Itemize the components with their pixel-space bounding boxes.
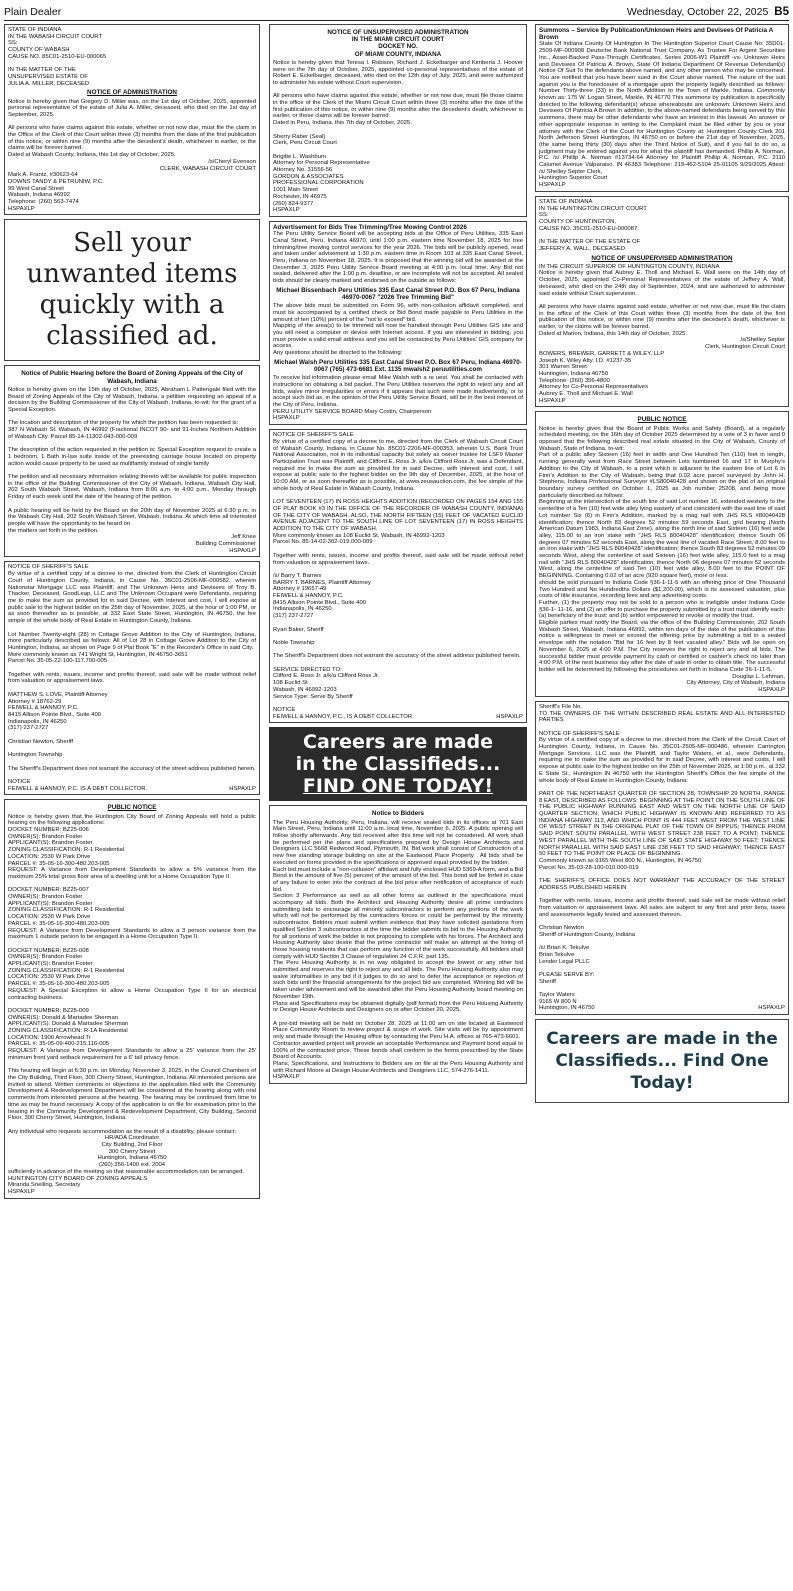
footer-left: Huntington, IN 46750	[539, 1005, 595, 1012]
masthead-right	[627, 6, 789, 18]
notice-title: PUBLIC NOTICE	[107, 804, 157, 812]
careers-line-3: FIND ONE TODAY!	[302, 775, 494, 798]
careers-line-2: in the Classifieds...	[295, 753, 501, 776]
notice-public-alley-vacation	[535, 411, 789, 696]
issue-date: Wednesday, October 22, 2025	[626, 6, 769, 18]
column-1	[4, 24, 260, 1586]
notice-file-number: Sheriff's File No.	[539, 703, 582, 710]
notice-body: Notice is hereby given that Gregory D. Miller was, on the 1st day of October, 2025, appointed personal representative of the estate of Julia A. Miller, deceased, who died on the 1st day of September, 2025. All persons who have claims against this estate, whether or not now due, must file the claim in the Office of the Clerk of this Court within three (3) months from the date of the first publication of this notice, or within nine (9) months after the decedent's death, whichever is earlier, or the claims will be forever barred. Dated at Wabash County, Indiana, this 1st day of October, 2025.	[8, 98, 256, 159]
notice-title: Advertisement for Bids Tree Trimming/Tree Mowing Control 2026	[273, 223, 467, 231]
notice-body: Notice is hereby given that Teresa I. Robison, Richard J. Eckelbarger and Kimberla J. Hoover were on the 7th day of October, 2025, appointed co-personal representatives of the estate of Robert E. Eckelbarger, deceased, who died on the 12th day of July, 2025, and were authorized to administer his estate without Court supervision. All persons who have claims against this estate, whether or not now due, must file those claims in the office of the Clerk of the Miami Circuit Court within three (3) months after the date of the first publication of this notice, or within nine (9) months after the decedent's death, whichever is earlier, or those claims will be forever barred. Dated in Peru, Indiana, this 7th day of October, 2025. Sherry Raber (Seal) Clerk, Peru Circuit Court Brigitte L. Washburn Attorney for Personal Representative Attorney No. 31556-56 GORDON & ASSOCIATES PROFESSIONAL CORPORATION 1001 Main Street Rochester, IN 46975 (260) 824-9377 HSPAXLP	[273, 59, 523, 214]
page-number: B5	[774, 6, 789, 18]
notice-footer: BOWERS, BREWER, GARRETT & WILEY, LLP Joseph K. Wiley Atty. I.D. #1237-35 301 Warren Street Huntington, Indiana 46750 Telephone: (260) 356-4800 Attorney for Co-Personal Representatives Aubrey E. Tholl and Michael E. Wall HSPAXLP	[539, 350, 665, 404]
notice-contact: HR/ADA Coordinator City Building, 2nd Floor 300 Cherry Street Huntington, Indiana 46750 (260) 356-1400 ext. 2004	[97, 1135, 167, 1169]
footer-left: FEIWELL & HANNOY, P.C., IS A DEBT COLLECTOR.	[273, 713, 414, 720]
careers-line-1: Careers are made	[303, 731, 493, 754]
notice-summons-brown	[535, 24, 789, 192]
footer-right: HSPAXLP	[758, 1005, 785, 1012]
classified-ad-careers[interactable]	[269, 727, 527, 801]
notice-caption: STATE OF INDIANA IN THE HUNTINGTON CIRCUIT COURT SS: COUNTY OF HUNTINGTON, CAUSE NO. 35C01-2510-EU-000087 IN THE MATTER OF THE ESTATE OF JEFFERY A. WALL, DECEASED	[539, 198, 647, 252]
notice-to-bidders-peru-housing	[269, 805, 527, 1084]
notice-contact-bold: Michael Walsh Peru Utilities 335 East Canal Street P.O. Box 67 Peru, Indiana 46970-0067 (765) 473-6681 Ext. 1135 mwalsh2 peruutilities.com	[274, 358, 522, 374]
notice-footer: sufficiently in advance of the meeting so that reasonable accommodation can be arranged. HUNTINGTON CITY BOARD OF ZONING APPEALS Miranda Snelling, Secretary HSPAXLP	[8, 1168, 244, 1195]
notice-body: Notice is hereby given on the 15th day of October, 2025, Abraham L Pattengale filed with the Board of Zoning Appeals of the City of Wabash, Indiana, a petition requesting an appeal of a decision by the Building Commissioner of the City of Wabash, Indiana, to-wit: for the grant of a Special Exception. The location and description of the property for which the petition has been requested is: 387 N Wabash St. Wabash, IN 46992 (Fractional INCOT 90- and 91-Inches Northern Addition of Wabash City. Parcel 85-14-11302-043-000-009 The description of the action requested in the petition is: Special Exception request to create a 1 bedroom, 1 Bath in-law suite inside of the preexisting carriage house located on property action would cause property to be used as multifamily instead of single family The petition and all necessary information relating thereto will be available for public inspection in the office of the Building Commissioner of the City of Wabash, Indiana, Wabash City Hall, 202 South Wabash Street, Wabash, Indiana from 8:00 a.m. to 4:00 p.m., Monday through Friday of each week until the date of the hearing of the petition. A public hearing will be held by the Board on the 20th day of November 2025 at 6:30 p.m. in the Wabash City Hall, 202 South Wabash Street, Wabash, Indiana. At which time all interested people will have the opportunity to be heard on the matters set forth in the petition.	[8, 386, 256, 534]
notice-signature: Jeff Knee Building Commissioner HSPAXLP	[195, 534, 256, 554]
notice-caption: STATE OF INDIANA IN THE WABASH CIRCUIT COURT SS: COUNTY OF WABASH CAUSE NO. 85C01-2510-EU-000065 IN THE MATTER OF THE UNSUPERVISED ESTATE OF JULIA A. MILLER, DECEASED	[8, 27, 107, 87]
notice-title: NOTICE OF UNSUPERVISED ADMINISTRATION IN THE MIAMI CIRCUIT COURT DOCKET NO. OF MIAMI COUNTY, INDIANA	[327, 29, 469, 58]
notice-footer: Mark A. Frantz, #30623-64 DOWNS TANDY & PETRUNIW, P.C. 99 West Canal Street Wabash, Indiana 46992 Telephone: (260) 563-7474 HSPAXLP	[8, 172, 104, 212]
notice-title: NOTICE OF SHERIFF'S SALE	[8, 564, 89, 571]
notice-unsupervised-eckelbarger	[269, 24, 527, 217]
notice-body: By virtue of a certified copy of a decree to me, directed from the Clerk of Huntington Circuit Court of Huntington County, Indiana, in Cause No. 35C01-2506-MF-000582, wherein Nationstar Mortgage LLC was Plaintiff, and The Unknown Heirs and Devisees of Troy B. Thacker, Deceased, GoodLeap, LLC and The Unknown Occupant were Defendants, requiring me to make the sum as provided for in said Decree, with interest and cost, I will expose at public sale to the highest bidder on the 25th day of November, 2025, at the hour of 1:00 PM, or as soon thereafter as is possible, at 332 East State Street, Huntington, IN 46750, the fee simple of the whole body of Real Estate in Huntington County, Indiana. Lot Number Twenty-eight (28) in Cottage Grove Addition to the City of Huntington, Indiana, more particularly described as follows: All of Lot 28 in Cottage Grove Addition to the City of Huntington, Indiana, as shown on Page 9 of Plat Book "E" in the Recorder's Office in said City. More commonly known as 741 Wright St, Huntington, IN 46750-3651 Parcel No. 35-05-22-100-117.700-005 Together with rents, issues, income and profits thereof, said sale will be made without relief from valuation or appraisement laws. MATTHEW S. LOVE, Plaintiff Attorney Attorney # 18762-29 FEIWELL & HANNOY, P.C. 8415 Allison Pointe Blvd., Suite 400 Indianapolis, IN 46250 (317) 237-2727 Christian Newton, Sheriff Huntington Township The Sheriff's Department does not warrant the accuracy of the street address published herein. NOTICE	[8, 571, 256, 785]
classified-ad-sell[interactable]: Sell your unwanted items quickly with a classified ad.	[4, 219, 260, 361]
notice-body-2: The above bids must be submitted on Form 96, with non-collusion affidavit completed, and must be accompanied by a certified check or Bid Bond made payable to Peru Utilities in the amount of ten (10%) percent of the "not to exceed" bid. Mapping of the area(s) to be trimmed will now be handled through Peru Utilities GIS site and you will need a computer or device with Internet access. If you are interested in bidding, you must provide a valid email address and you will be contacted by Peru Utilities' GIS company for access. Any questions should be directed to the following:	[273, 303, 523, 357]
notice-body: TO THE OWNERS OF THE WITHIN DESCRIBED REAL ESTATE AND ALL INTERESTED PARTIES NOTICE OF SHERIFF'S SALE By virtue of a certified copy of a decree to me, directed from the Clerk of the Circuit Court of Huntington County, Indiana, in Cause No. 35C01-2505-MF-000486, wherein Carrington Mortgage Services, LLC was the Plaintiff, and Taylor Waters, et al., were Defendants, requiring me to make the sum as provided for in said Decree, with interest and costs, I will expose at public sale to the highest bidder on the 25th of November 2025, at 1:00 p.m., at 332 E State St., Huntington IN 46750 with the Huntington Sheriff's Office the fee simple of the whole body of Real Estate in Huntington County, Indiana: PART OF THE NORTHEAST QUARTER OF SECTION 28, TOWNSHIP 29 NORTH, RANGE 8 EAST, DESCRIBED AS FOLLOWS: BEGINNING AT THE POINT ON THE SOUTH LINE OF THE PUBLIC HIGHWAY RUNNING EAST AND WEST ON THE NORTH LINE OF SAID QUARTER SECTION, WHICH PUBLIC HIGHWAY IS KNOWN AND REFERRED TO AS INDIANA HIGHWAY 113, AND WHICH POINT IS 444 FEET WEST FROM THE WEST LINE OF WEST STREET IN THE ORIGINAL PLAT OF THE TOWN OF BIPPUS; THENCE FROM SAID POINT SOUTH PARALLEL WITH WEST STREET 238 FEET TO A POINT; THENCE WEST PARALLEL WITH THE SOUTH LINE OF SAID STATE HIGHWAY 50 FEET; THENCE NORTH PARALLEL WITH SAID EAST LINE 238 FEET TO SAID HIGHWAY; THENCE EAST 50 FEET TO THE POINT OR PLACE OF BEGINNING. Commonly known as 9165 West 800 N., Huntington, IN 46750 Parcel No. 35-03-28-100-010.000-019 THE SHERIFF'S OFFICE DOES NOT WARRANT THE ACCURACY OF THE STREET ADDRESS PUBLISHED HEREIN Together with rents, issues, income and profits thereof, said sale will be made without relief from valuation or appraisement laws. All sales are subject to any first and prior liens, taxes and assessments legally levied and assessed thereon. Christian Newton Sheriff of Huntington County, Indiana /s/ Brian K. Tekulve Brian Tekulve Lender Legal PLLC PLEASE SERVE BY: Sheriff Taylor Waters 9165 W 800 N	[539, 710, 785, 1005]
paper-name: Plain Dealer	[4, 6, 62, 18]
notice-title: Summons – Service By Publication/Unknown Heirs and Devisees Of Patricia A Brown	[539, 27, 773, 42]
notice-unsupervised-wall	[535, 196, 789, 408]
notice-signature: /s/Shelley Septer Clerk, Huntington Circuit Court	[705, 337, 785, 351]
notice-title: Notice to Bidders	[371, 810, 425, 818]
notice-body-3: To receive bid information please email Mike Walsh with a re uest. You shall be contacted with instructions on obtaining a bid packet. The Peru Utilities reserves the right to reject any and all bids, waive minor irregularities or errors if it appears that such were made inadvertently, or to accept such bid as, in the opinion of the Peru Utility Service Board, will be in the best interest of the City of Peru, Indiana. PERU UTILITY SERVICE BOARD Mary Costin, Chairperson HSPAXLP	[273, 375, 523, 422]
notice-body: The Peru Utility Service Board will be accepting bids at the Office of Peru Utilities, 335 East Canal Street, Peru, Indiana 46970, until 1:00 p.m. eastern time November 18, 2025 for tree trimming/tree mowing control services for the year 2026. The bids will be publicly opened, read and taken under advisement at 1:30 p.m. eastern time in Room 103 at 335 East Canal Street, Peru, Indiana on November 18, 2025. It is proposed that the winning bid will be awarded at the December 3, 2025 Peru Utility Service Board meeting at 4:00 p.m. local time. Any Bid not sealed, delivered after the 1:00 p.m. deadline, or are incomplete will not be accepted. All sealed bids should be clearly marked and endorsed on the outside as follows:	[273, 231, 523, 285]
notice-body: Notice is hereby given that the Huntington City Board of Zoning Appeals will hold a public hearing on the following applications: DOCKET NUMBER: BZ25-006 OWNER(S): Brandon Foster APPLICANT(S): Brandon Foster ZONING CLASSIFICATION: R-1 Residential LOCATION: 2530 W Park Drive PARCEL #: 35-05-16-300-480.203-005 REQUEST: A Variance from Development Standards to allow a 5% variance from the maximum 25% total gross floor area of a dwelling unit for a Home Occupation Type II. DOCKET NUMBER: BZ25-007 OWNER(S): Brandon Foster APPLICANT(S): Brandon Foster ZONING CLASSIFICATION: R-1 Residential LOCATION: 2530 W Park Drive PARCEL #: 35-05-16-300-480.203-005 REQUEST: A Variance from Development Standards to allow a 3 person variance from the maximum 1 outside person to be engaged in a Home Occupation Type II. DOCKET NUMBER: BZ25-008 OWNER(S): Brandon Foster APPLICANT(S): Brandon Foster ZONING CLASSIFICATION: R-1 Residential LOCATION: 2530 W Park Drive PARCEL #: 35-05-16-300-480.203-005 REQUEST: A Special Exception to allow a Home Occupation Type II for an electrical contracting business. DOCKET NUMBER: BZ25-009 OWNER(S): Donald & Martadee Sherman APPLICANT(S): Donald & Martadee Sherman ZONING CLASSIFICATION: R-1A Residential LOCATION: 1900 Arrowhead Tr PARCEL #: 35-05-09-400-215.116-005 REQUEST: A Variance from Development Standards to allow a 25' variance from the 25' minimum front yard setback requirement for a 6' tall privacy fence. This hearing will begin at 6:30 p.m. on Monday, November 3, 2025, in the Council Chambers of the City Building, Third Floor, 300 Cherry Street, Huntington, Indiana. All interested persons are invited to attend. Written comments or objections to the application filed with the Community Development & Redevelopment Department will be considered at the hearing along with oral comments from interested persons at the hearing. The hearing may be continued from time to time as may be found necessary. A copy of the application is on file for examination prior to the hearing in the Community Development & Redevelopment Department, City Building, Second Floor, 300 Cherry Street, Huntington, Indiana. Any individual who requests accommodation as the result of a disability, please contact:	[8, 813, 256, 1135]
notice-administration-miller	[4, 24, 260, 215]
notice-title: PUBLIC NOTICE	[637, 416, 687, 424]
footer-right: HSPAXLP	[496, 713, 523, 720]
notice-sheriff-sale-waters	[535, 701, 789, 1015]
footer-left: FEIWELL & HANNOY, P.C. IS A DEBT COLLECTOR.	[8, 785, 148, 792]
notice-signature: Douglas L. Lehman, City Attorney, City of Wabash, Indiana HSPAXLP	[686, 673, 785, 694]
notice-body: By virtue of a certified copy of a decree to me, directed from the Clerk of Wabash Circuit Court of Wabash County, Indiana, in Cause No. 85C01-2206-MF-000353, wherein U.S. Bank Trust National Association, not in its individual capacity but solely as owner trustee for LSF9 Master Participation Trust was Plaintiff, and Clifford E. Ross Jr. a/k/a Clifford Ross Jr. was a Defendant, required me to make the sum as provided for in said Decree, with interest and cost, I will expose at public sale to the highest bidder on the 9th day of December, 2025, at the hour of 10:00 AM, or as soon thereafter as is possible, at www.zeusauction.com, the fee simple of the whole body of Real Estate in Wabash County, Indiana. LOT SEVENTEEN (17) IN ROSS HEIGHTS ADDITION (RECORDED ON PAGES 154 AND 155 OF PLAT BOOK #3 IN THE OFFICE OF THE RECORDER OF WABASH COUNTY, INDIANA) OF THE CITY OF WABASH. ALSO, THE NORTH FIFTEEN (15) FEET OF VACATED EUCLID AVENUE ADJACENT TO THE SOUTH LINE OF LOT SEVENTEEN (17) IN ROSS HEIGHTS ADDITION TO THE CITY OF WABASH. More commonly known as 108 Euclid St, Wabash, IN 46992-1203 Parcel No. 85-14-02-302-019.000-009 Together with rents, issues, income and profits thereof, said sale will be made without relief from valuation or appraisement laws. /s/ Barry T. Barnes BARRY T. BARNES, Plaintiff Attorney Attorney # 19657-49 FEIWELL & HANNOY, P.C. 8415 Allison Pointe Blvd., Suite 400 Indianapolis, IN 46250 (317) 237-2727 Ryan Baker, Sheriff Noble Township The Sheriff's Department does not warrant the accuracy of the street address published herein. SERVICE DIRECTED TO: Clifford E. Ross Jr. a/k/a Clifford Ross Jr. 108 Euclid St Wabash, IN 46992-1203 Service Type: Serve By Sheriff NOTICE	[273, 438, 523, 713]
notice-title: NOTICE OF ADMINISTRATION	[87, 89, 177, 97]
notice-public-bza-huntington	[4, 799, 260, 1198]
classified-ad-careers-2[interactable]: Careers are made in the Classifieds... Find One Today!	[535, 1019, 789, 1103]
notice-body: Notice is hereby given that the Board of Public Works and Safety (Board), at a regularly scheduled meeting, on the 16th day of October 2025 determined by a vote of 3 in favor and 0 opposed that the following described real estate situated in the City of Wabash, County of Wabash, State of Indiana, to-wit: Part of a public alley Sixteen (16) feet in width and One Hundred Ten (110) feet in length, running generally west from Race Street between Lots numbered 16 and 17 in Murphy's Addition to the City of Wabash, to a point which is adjacent to the eastern line of Lot 6 in Finn's Addition to the City of Wabash, being that 0.02 acre parcel surveyed by John H. Stephens, Indiana Professional Surveyor #LS80040428 and shown on the plat of an original boundary survey certified on October 1, 2025 as Job number 25208, and being more particularly described as follows: Beginning at the intersection of the south line of said Lot number 16, extended westerly to the centerline of a Ten (10) feet wide alley lying easterly of and coincident with the east line of said Lot number Six (6) in Finn's Addition, marked by a mag nail with JHS RLS #80040428 identification; thence North 83 degrees 52 minutes 59 seconds East, grid bearing (North American Datum 1983, Indiana East Zone), along the north line of said Sixteen (16) feet wide alley, 115.00 to an iron stake with "JHS RLS 80040428" identification; thence South 06 degrees 07 minutes 52 seconds East, along the west line of vacated Race Street, 8.00 feet to an iron stake with "JHS RLS 80040428" identification; thence South 83 degrees 52 minutes 09 seconds West, along the centerline of said Sixteen (16) feet wide alley, 115.0 feet to a mag nail with "JHS RLS 80040428" identification; thence North 06 degrees 07 minutes 52 seconds West, along the centerline of said Ten (10) feet wide alley, 8.00 feet to the POINT OF BEGINNING. Containing 0.02 of an acre (920 square feet), more or less. should be sold pursuant to Indiana Code §36-1-11-5 with an offering price of One Thousand Two Hundred and No Hundredths Dollars ($1,200.00), which is its assessed valuation, plus costs of title insurance, recording fees and any advertising costs. Further, (1) the property may not be sold to a person who is ineligible under Indiana Code §36-1- 11-16, and (2) an offer to purchase the property submitted by a trust must identify each: (a) beneficiary of the trust; and (b) settlor empowered to revoke or modify the trust. Eligible parties must notify the Board, via the office of the Building Commissioner, 202 South Wabash Street, Wabash, Indiana 46992, within ten days of the date of the publication of this notice a willingness to meet or exceed the offering price by submitting a bid in a sealed envelope with the notation "Bid for 16 feet by 8 feet vacated alley." Bids will be open on November 6, 2025 at 4:00 P.M. The City reserves the right to reject any and all bids. The successful bidder must provide payment by cash or certified or cashier's check no later than 4:00 P.M. of the next business day after the date of sale in order to obtain title. The successful bidder will be determined by following the procedures set forth in Indiana Code 36-1-11-5.	[539, 425, 786, 673]
notice-footer	[273, 714, 523, 721]
notice-bids-tree-trimming	[269, 221, 527, 425]
notice-footer	[8, 786, 256, 793]
notice-zoning-wabash	[4, 365, 260, 557]
notice-address-bold: Michael Bissenbach Peru Utilities 335 East Canal Street P.O. Box 67 Peru, Indiana 46970-0067 "2026 Tree Trimming Bid"	[276, 286, 520, 302]
masthead	[4, 2, 789, 18]
notice-sheriff-sale-wabash	[269, 429, 527, 723]
notice-signature: /s/Cheryl Evenson CLERK, WABASH CIRCUIT COURT	[159, 158, 256, 172]
notice-body: IN THE CIRCUIT SUPERIOR OF HUNTINGTON COUNTY, INDIANA Notice is hereby given that Aubrey E. Tholl and Michael E. Wall were on the 14th day of October, 2025, appointed Co-Personal Representatives of the estate of Jeffery A. Wall, deceased, who died on the 24th day of September, 2024, and are authorized to administer said estate without Court supervision. All persons who have claims against said estate, whether or not now due, must file the claim in the office of the Clerk of this Court within three (3) months from the date of the first publication of this notice, or within nine (9) months after the decedent's death, whichever is earlier, or the claims will be forever barred. Dated at Marion, Indiana, this 14th day of October, 2025.	[539, 263, 785, 337]
footer-right: HSPAXLP	[229, 785, 256, 792]
notice-body: State Of Indiana County Of Huntington In The Huntington Superior Court Cause No: 35D01-2509-MF-000908 Deutsche Bank National Trust Company, As Trustee For Argent Securities Inc., Asset-Backed Pass-Through Certificates, Series 2006-W1 Plaintiff -vs- Unknown Heirs and Devisees Of Patricia A. Brown, State Of Indiana Department Of Revenue Defendant(s) Notice Of Suit To the defendants above named, and any other person who may be concerned. You are notified that you have been sued in the Court above named. The nature of the suit against you is the foreclosure of a mortgage upon the property legally described as follows: Number Thirty-three (33) in the North Addition to the Town of Markle, Indiana. Commonly known as: 175 W. Logan Street, Markle, IN 46770 This summons by publication is specifically directed to the following defendant(s) whose whereabouts are unknown: Unknown Heirs and Devisees Of Patricia A Brown In addition, to the above-named defendants being served by this summons, there may be other defendants who have an interest in this lawsuit. An answer or other appropriate response in writing to the Complaint must be filed either by you or your attorney with the Clerk of the Court for Huntington County at: Huntington County Clerk 201 North Jefferson Street Huntington, IN 46750 on or before the 21st day of November, 2025, (the same being thirty (30) days after the Third Notice of Suit), and if you fail to do so, a judgment may be entered against you for what the plaintiff has demanded. Phillip A. Norman, P.C. /s/ Phillip A. Norman #13734-64 Attorney for Plaintiff Phillip A. Norman, P.C. 2110 Calumet Avenue Valparaiso, IN 46383 Telephone: 219-462-5104 25-01105 9/29/2025 Attest: /s/ Shelley Septer Clerk, Huntington Superior Court HSPAXLP	[539, 41, 785, 189]
notice-sheriff-sale-huntington	[4, 561, 260, 795]
masthead-rule	[4, 20, 789, 21]
notice-title: NOTICE OF SHERIFF'S SALE	[273, 432, 354, 439]
notice-title: NOTICE OF UNSUPERVISED ADMINISTRATION	[591, 254, 733, 262]
notice-body: The Peru Housing Authority, Peru, Indiana, will receive sealed bids in its offices at 701 East Main Street, Peru, Indiana until 11:00 a.m. local time, November 6, 2025. A public opening will follow shortly afterwards. Any bid received after this time will not be considered. All work shall be performed per the plans and specifications prepared by Design House Architects and Designers LLC 5668 Redwood Road, Plymouth, IN. Bid work shall consist of Construction of a new free standing storage building on site at the Eastwood Place Property . All bids shall be executed on forms provided in the specifications or approved equal provided by the bidder. Each bid must include a "non-collusion" affidavit and fully enclosed HUD 5369-A form, and a Bid Bond in the amount of five (5) percent of the amount of the bid. This bond will be forfeit in case of any failure to enter into the contract at the bid price after notification of acceptance of such bid. Section 3 Performance as well as all other forms as outlined in the specifications must accompany all bids. Both the Architect and Housing Authority desire all prime contractors submitting bids to encourage all minority subcontractors to perform any portions of the work which will not be performed by the contractors forces or could be performed by the minority subcontractor. Bidders must submit written evidence that they have solicited quotations from qualified Section 3 subcontractors at the time the bidder submits its bid to the Housing Authority for all portions of work the bidder is not proposing to complete with his forces. The Architect and Housing Authority also desire that the prime contractor will make an attempt at the hiring of those housing residents that can perform any function of the work successfully. All bidders shall comply with HUD Section 3 Clause of regulation 24 C.F.R. part 135. The Peru Housing Authority is in no way obligated to accept the lowest or any other bid submitted and reserves the right to reject any and all bids. The Peru Housing Authority also may waive informalities in any bid if it judges to do so and to defer the acceptance or rejection of such bids until the financial arrangements for the project bid are completed. Winning bid will be taken under advisement and will be awarded after the Peru Housing Authority board meeting on November 19th. Plans and Specifications may be obtained digitally (pdf format) from the Peru Housing Authority or Design House Architects and Designers on or after October 20, 2025. A pre-bid meeting will be held on October 28, 2025 at 11:00 am on site located at Eastwood Place Community Room to review project & scope of work. Site visits will be by appointment only and made through the Housing office by contacting the Peru H.A. offices at 765-473-6601. Contractor awarded project will provide an acceptable Performance and Payment bond equal to 100% of the contracted price. These bonds shall conform to the forms prescribed by the State Board of Accounts. Plans, Specifications, and Instructions to Bidders are on file at the Peru Housing Authority and with Richard Moore at Design House Architects and Designers LLC, 574-276-1411. HSPAXLP	[273, 819, 523, 1081]
column-2	[269, 24, 527, 1586]
notice-title: Notice of Public Hearing before the Board of Zoning Appeals of the City of Wabash, Indiana	[21, 370, 243, 385]
notice-footer	[539, 1005, 785, 1012]
column-3	[535, 24, 789, 1586]
